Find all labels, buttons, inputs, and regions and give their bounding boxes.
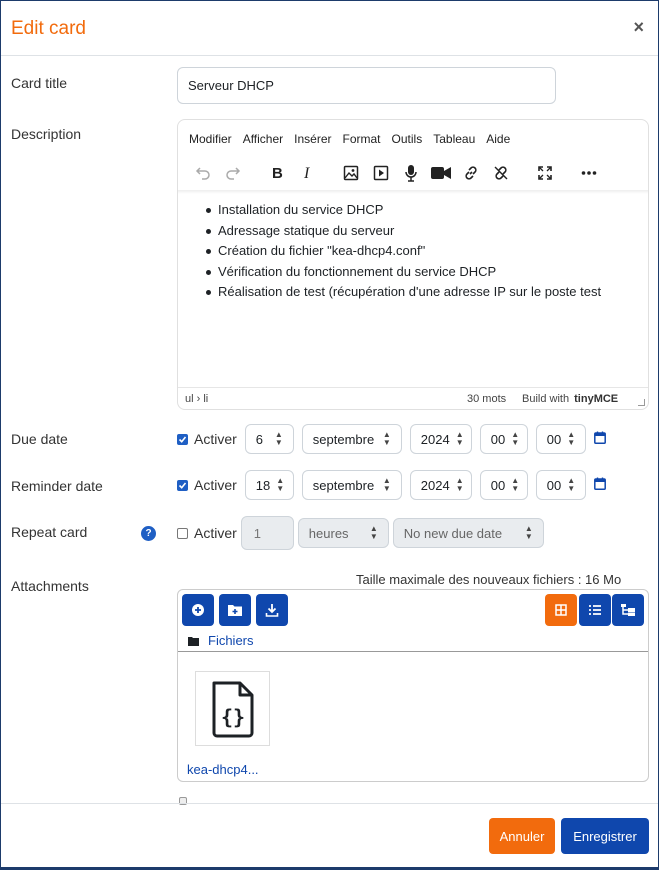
select-arrows-icon: ▲ ▼ <box>511 430 520 447</box>
menu-aide[interactable]: Aide <box>486 132 511 146</box>
video-camera-icon[interactable] <box>426 158 456 188</box>
resize-handle-icon[interactable] <box>638 399 645 406</box>
select-arrows-icon: ▲ ▼ <box>455 430 464 447</box>
breadcrumb-files[interactable]: Fichiers <box>208 633 254 648</box>
editor-content[interactable] <box>178 200 648 303</box>
repeat-card-row <box>177 518 552 548</box>
fullscreen-icon[interactable] <box>530 158 560 188</box>
repeat-enable-label: Activer <box>194 525 237 541</box>
calendar-icon[interactable] <box>594 477 606 493</box>
selected-value: septembre <box>312 477 375 493</box>
reminder-date-label: Reminder date <box>11 478 103 494</box>
due-minute-select[interactable] <box>536 424 586 454</box>
selected-value: 00 <box>546 431 562 447</box>
save-button[interactable]: Enregistrer <box>561 818 649 854</box>
file-manager-toolbar <box>178 590 648 652</box>
more-options-icon[interactable] <box>574 158 604 188</box>
undo-icon[interactable] <box>188 158 218 188</box>
word-count[interactable]: 30 mots <box>467 393 507 405</box>
select-arrows-icon: ▲ ▼ <box>276 476 285 493</box>
reminder-date-enable-checkbox[interactable] <box>177 480 188 491</box>
menu-inserer[interactable]: Insérer <box>294 132 332 146</box>
file-manager <box>177 589 649 782</box>
create-folder-button[interactable] <box>219 594 251 626</box>
select-arrows-icon: ▲ ▼ <box>567 476 576 493</box>
list-icon <box>588 604 602 616</box>
selected-value: 18 <box>255 477 271 493</box>
help-icon[interactable]: ? <box>141 526 156 541</box>
select-arrows-icon: ▲ ▼ <box>382 430 391 447</box>
reminder-month-select[interactable] <box>302 470 402 500</box>
list-item: Installation du service DHCP <box>206 200 648 221</box>
reminder-date-row <box>177 470 606 500</box>
link-icon[interactable] <box>456 158 486 188</box>
selected-value: 2024 <box>420 477 450 493</box>
breadcrumb <box>188 633 254 648</box>
due-date-enable-label: Activer <box>194 431 237 447</box>
menu-modifier[interactable]: Modifier <box>189 132 232 146</box>
select-arrows-icon: ▲ ▼ <box>511 476 520 493</box>
due-year-select[interactable] <box>410 424 472 454</box>
folder-plus-icon <box>227 603 243 617</box>
toolbar-divider <box>178 190 648 194</box>
selected-value: 00 <box>546 477 562 493</box>
cancel-button[interactable]: Annuler <box>489 818 555 854</box>
svg-text:B: B <box>272 165 283 181</box>
tinymce-logo-text: tinyMCE <box>574 393 619 405</box>
microphone-icon[interactable] <box>396 158 426 188</box>
folder-icon <box>188 636 199 646</box>
view-list-button[interactable] <box>579 594 611 626</box>
select-arrows-icon: ▲ ▼ <box>369 524 378 541</box>
svg-text:I: I <box>304 165 310 181</box>
select-arrows-icon: ▲ ▼ <box>382 476 391 493</box>
file-thumbnail[interactable] <box>195 671 270 746</box>
svg-text:{}: {} <box>220 704 245 729</box>
editor-toolbar <box>188 158 604 188</box>
close-icon[interactable]: × <box>633 17 644 37</box>
list-item: Adressage statique du serveur <box>206 221 648 242</box>
due-date-row <box>177 424 606 454</box>
due-date-enable-checkbox[interactable] <box>177 434 188 445</box>
max-file-size-text: Taille maximale des nouveaux fichiers : 16 Mo <box>356 572 622 587</box>
card-title-label: Card title <box>11 75 68 91</box>
media-icon[interactable] <box>366 158 396 188</box>
selected-value: 00 <box>490 477 506 493</box>
bullet-list <box>178 200 648 303</box>
bold-icon[interactable] <box>262 158 292 188</box>
reminder-day-select[interactable] <box>245 470 294 500</box>
repeat-card-label: Repeat card <box>11 524 88 540</box>
menu-tableau[interactable]: Tableau <box>433 132 476 146</box>
repeat-mode-select[interactable] <box>393 518 544 548</box>
file-name-link[interactable]: kea-dhcp4... <box>187 762 259 777</box>
plus-circle-icon <box>191 603 205 617</box>
modal-title: Edit card <box>11 18 86 39</box>
select-arrows-icon: ▲ ▼ <box>567 430 576 447</box>
editor-menubar <box>178 132 516 150</box>
select-arrows-icon: ▲ ▼ <box>274 430 283 447</box>
selected-value: heures <box>308 525 349 541</box>
editor-statusbar <box>178 387 648 409</box>
reminder-year-select[interactable] <box>410 470 472 500</box>
description-editor <box>177 119 649 410</box>
description-label: Description <box>11 126 82 142</box>
built-with-text: Build with <box>522 393 570 405</box>
download-icon <box>265 603 279 617</box>
selected-value: 2024 <box>420 431 450 447</box>
calendar-icon[interactable] <box>594 431 606 447</box>
selected-value: 6 <box>255 431 264 447</box>
image-icon[interactable] <box>336 158 366 188</box>
repeat-enable-checkbox[interactable] <box>177 528 188 539</box>
menu-format[interactable]: Format <box>342 132 381 146</box>
tinymce-branding[interactable] <box>522 393 618 405</box>
element-path[interactable]: ul › li <box>185 393 209 405</box>
list-item: Création du fichier "kea-dhcp4.conf" <box>206 241 648 262</box>
due-hour-select[interactable] <box>480 424 528 454</box>
due-day-select[interactable] <box>245 424 294 454</box>
view-icons-button[interactable] <box>545 594 577 626</box>
repeat-interval-input[interactable]: 1 <box>241 516 294 550</box>
select-arrows-icon: ▲ ▼ <box>455 476 464 493</box>
due-month-select[interactable] <box>302 424 402 454</box>
card-title-input[interactable] <box>177 67 556 104</box>
due-date-label: Due date <box>11 431 68 447</box>
add-file-button[interactable] <box>182 594 214 626</box>
redo-icon[interactable] <box>218 158 248 188</box>
reminder-date-enable-label: Activer <box>194 477 237 493</box>
reminder-minute-select[interactable] <box>536 470 586 500</box>
selected-value: 00 <box>490 431 506 447</box>
italic-icon[interactable] <box>292 158 322 188</box>
list-item: Vérification du fonctionnement du service DHCP <box>206 262 648 283</box>
download-button[interactable] <box>256 594 288 626</box>
reminder-hour-select[interactable] <box>480 470 528 500</box>
view-tree-button[interactable] <box>612 594 644 626</box>
attachments-label: Attachments <box>11 578 89 594</box>
list-item: Réalisation de test (récupération d'une adresse IP sur le poste test <box>206 282 648 303</box>
menu-afficher[interactable]: Afficher <box>242 132 284 146</box>
repeat-unit-select[interactable] <box>298 518 389 548</box>
selected-value: septembre <box>312 431 375 447</box>
select-arrows-icon: ▲ ▼ <box>524 524 533 541</box>
modal-header <box>1 1 658 56</box>
folder-tree-icon <box>620 603 636 617</box>
code-file-icon <box>210 680 256 738</box>
grid-icon <box>555 604 567 616</box>
unlink-icon[interactable] <box>486 158 516 188</box>
selected-value: No new due date <box>403 525 503 541</box>
modal-footer <box>1 803 658 867</box>
menu-outils[interactable]: Outils <box>391 132 423 146</box>
